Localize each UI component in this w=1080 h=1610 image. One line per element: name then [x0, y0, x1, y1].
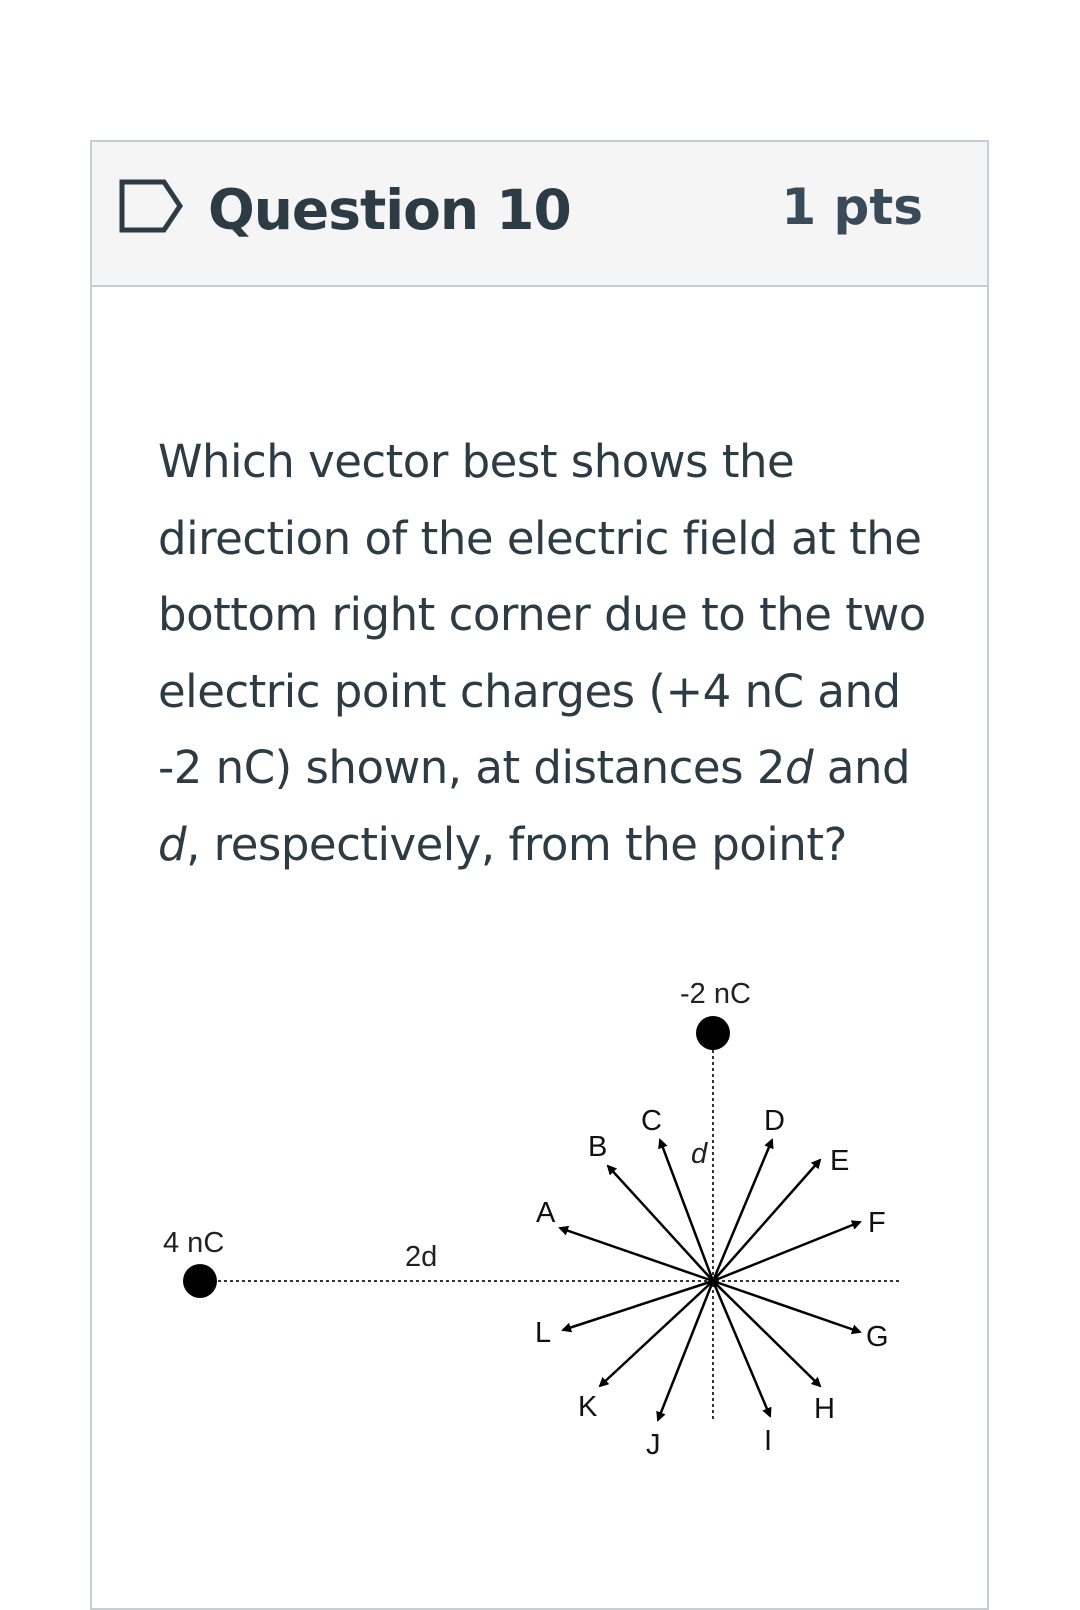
vector-e-label: E — [830, 1145, 850, 1177]
vector-k-arrow — [600, 1281, 713, 1386]
vector-l-label: L — [535, 1317, 552, 1349]
question-text-part1: Which vector best shows the direction of the electric field at the bottom right corner due to the two electric point charges (+4 nC and -2 nC) shown, at distances 2 — [158, 435, 926, 794]
vector-l-arrow — [563, 1281, 713, 1330]
vector-j-label: J — [646, 1429, 661, 1461]
question-text-var-d: d — [158, 817, 187, 871]
question-header — [92, 142, 987, 287]
vector-j-arrow — [658, 1281, 713, 1420]
vector-k-label: K — [578, 1391, 598, 1423]
vector-i-label: I — [764, 1425, 773, 1457]
distance-d-label: d — [691, 1138, 708, 1170]
vector-g-arrow — [713, 1281, 860, 1332]
vector-b-label: B — [588, 1131, 608, 1163]
vector-h-label: H — [814, 1393, 835, 1425]
question-points: 1 pts — [781, 178, 923, 236]
question-text-var-2d: d — [785, 741, 814, 794]
vector-i-arrow — [713, 1281, 770, 1416]
vector-d-label: D — [764, 1105, 785, 1137]
vector-a-label: A — [536, 1197, 556, 1229]
question-text-part3: , respectively, from the point? — [186, 817, 847, 871]
question-text-part2: and — [813, 741, 911, 794]
vector-h-arrow — [713, 1281, 820, 1386]
distance-2d-label: 2d — [405, 1241, 438, 1273]
charge-left-label: 4 nC — [163, 1227, 225, 1259]
positive-charge — [183, 1264, 217, 1298]
question-title: Question 10 — [208, 178, 571, 242]
question-text — [158, 424, 958, 883]
negative-charge — [696, 1016, 730, 1050]
vector-g-label: G — [866, 1321, 889, 1353]
flag-question-icon[interactable] — [118, 178, 186, 238]
vector-c-label: C — [641, 1105, 662, 1137]
vector-e-arrow — [713, 1160, 820, 1281]
charge-top-label: -2 nC — [680, 980, 751, 1010]
vector-f-label: F — [868, 1207, 886, 1239]
vector-set — [535, 1105, 889, 1461]
electric-field-diagram — [150, 980, 930, 1500]
